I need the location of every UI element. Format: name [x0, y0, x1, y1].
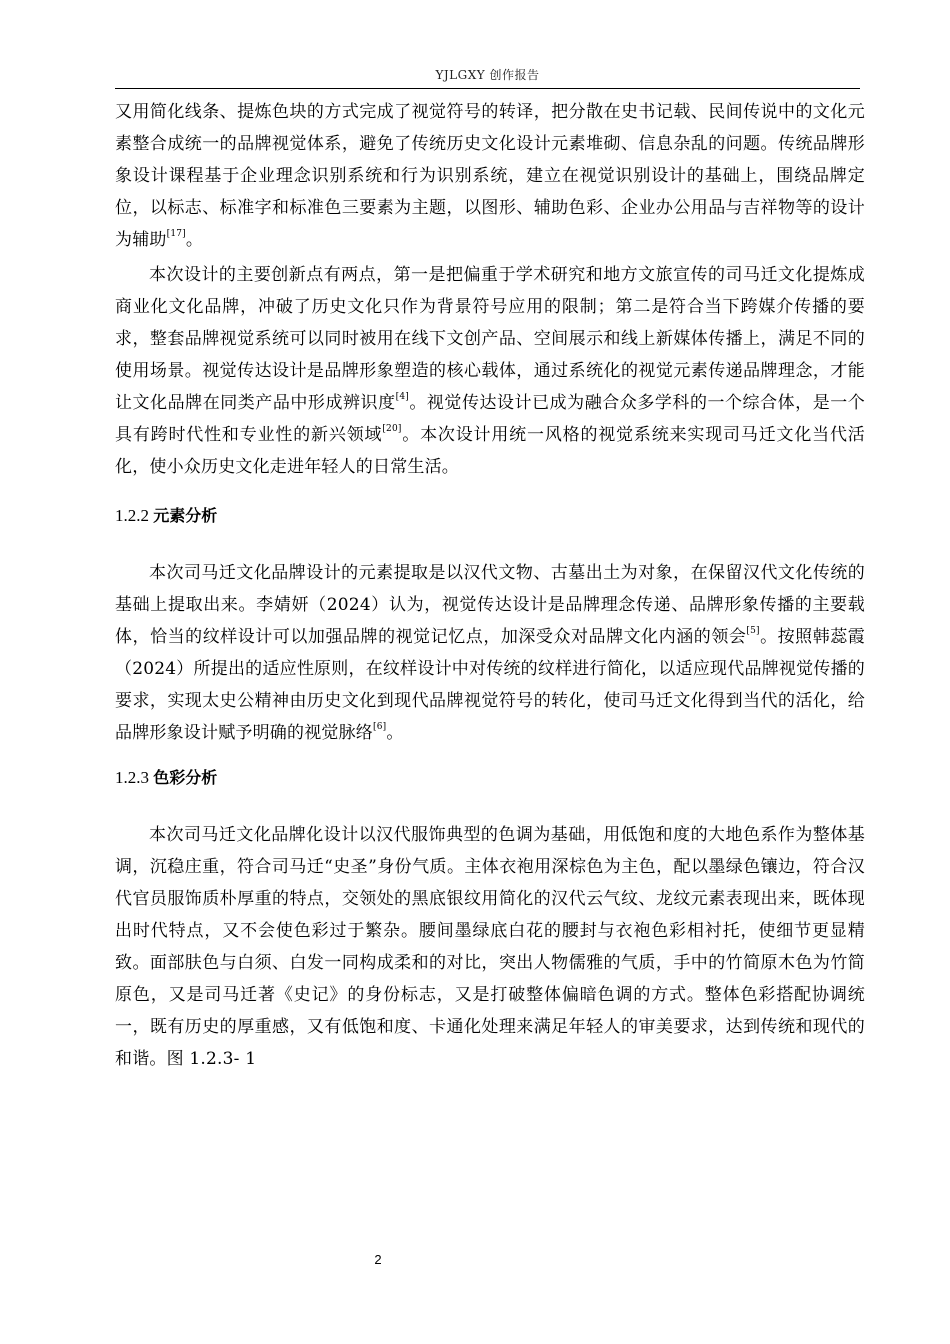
citation: [20]: [382, 424, 402, 435]
paragraph-text: 。: [185, 230, 204, 250]
document-body: [115, 96, 865, 1075]
paragraph-text: 本次司马迁文化品牌设计的元素提取是以汉代文物、古墓出土为对象，在保留汉代文化传统的基础上提取出来。李婧妍（2024）认为，视觉传达设计是品牌理念传递、品牌形象传播的主要载体，恰当的纹样设计可以加强品牌的视觉记忆点，加深受众对品牌文化内涵的领会: [115, 563, 865, 647]
paragraph-1: [115, 96, 865, 256]
heading-number: 1.2.2: [115, 506, 154, 525]
paragraph-text: 。按照韩蕊霞（2024）所提出的适应性原则，在纹样设计中对传统的纹样进行简化，以适应现代品牌视觉传播的要求，实现太史公精神由历史文化到现代品牌视觉符号的转化，使司马迁文化得到当代的活化，给品牌形象设计赋予明确的视觉脉络: [115, 627, 865, 743]
paragraph-4: [115, 819, 865, 1075]
paragraph-3: [115, 557, 865, 749]
paragraph-text: 。本次设计用统一风格的视觉系统来实现司马迁文化当代活化，使小众历史文化走进年轻人的日常生活。: [115, 425, 866, 477]
section-heading-1-2-3: [115, 767, 865, 789]
page-number: 2: [374, 1252, 382, 1267]
heading-number: 1.2.3: [115, 768, 154, 787]
paragraph-text: 又用简化线条、提炼色块的方式完成了视觉符号的转译，把分散在史书记载、民间传说中的文化元素整合成统一的品牌视觉体系，避免了传统历史文化设计元素堆砌、信息杂乱的问题。传统品牌形象设计课程基于企业理念识别系统和行为识别系统，建立在视觉识别设计的基础上，围绕品牌定位，以标志、标准字和标准色三要素为主题，以图形、辅助色彩、企业办公用品与吉祥物等的设计为辅助: [115, 102, 865, 250]
paragraph-text: 。: [386, 723, 404, 743]
heading-title: 元素分析: [153, 506, 218, 525]
heading-title: 色彩分析: [153, 768, 218, 787]
citation: [17]: [166, 229, 186, 240]
paragraph-text: 本次设计的主要创新点有两点，第一是把偏重于学术研究和地方文旅宣传的司马迁文化提炼成商业化文化品牌，冲破了历史文化只作为背景符号应用的限制；第二是符合当下跨媒介传播的要求，整套品牌视觉系统可以同时被用在线下文创产品、空间展示和线上新媒体传播上，满足不同的使用场景。视觉传达设计是品牌形象塑造的核心载体，通过系统化的视觉元素传递品牌理念，才能让文化品牌在同类产品中形成辨识度: [115, 265, 865, 413]
citation: [5]: [746, 626, 760, 637]
citation: [4]: [395, 392, 409, 403]
paragraph-2: [115, 259, 865, 483]
section-heading-1-2-2: [115, 505, 865, 527]
page-header: YJLGXY 创作报告: [435, 68, 540, 82]
header-rule: [115, 88, 860, 89]
citation: [6]: [373, 722, 387, 733]
paragraph-text: 。视觉传达设计已成为融合众多学科的一个综合体，是一个具有跨时代性和专业性的新兴领域: [115, 393, 865, 445]
paragraph-text: 本次司马迁文化品牌化设计以汉代服饰典型的色调为基础，用低饱和度的大地色系作为整体基调，沉稳庄重，符合司马迁“史圣”身份气质。主体衣袍用深棕色为主色，配以墨绿色镶边，符合汉代官员服饰质朴厚重的特点，交领处的黑底银纹用简化的汉代云气纹、龙纹元素表现出来，既体现出时代特点，又不会使色彩过于繁杂。腰间墨绿底白花的腰封与衣袍色彩相衬托，使细节更显精致。面部肤色与白须、白发一同构成柔和的对比，突出人物儒雅的气质，手中的竹简原木色为竹简原色，又是司马迁著《史记》的身份标志，又是打破整体偏暗色调的方式。整体色彩搭配协调统一，既有历史的厚重感，又有低饱和度、卡通化处理来满足年轻人的审美要求，达到传统和现代的和谐。图 1.2.3- 1: [115, 825, 865, 1069]
